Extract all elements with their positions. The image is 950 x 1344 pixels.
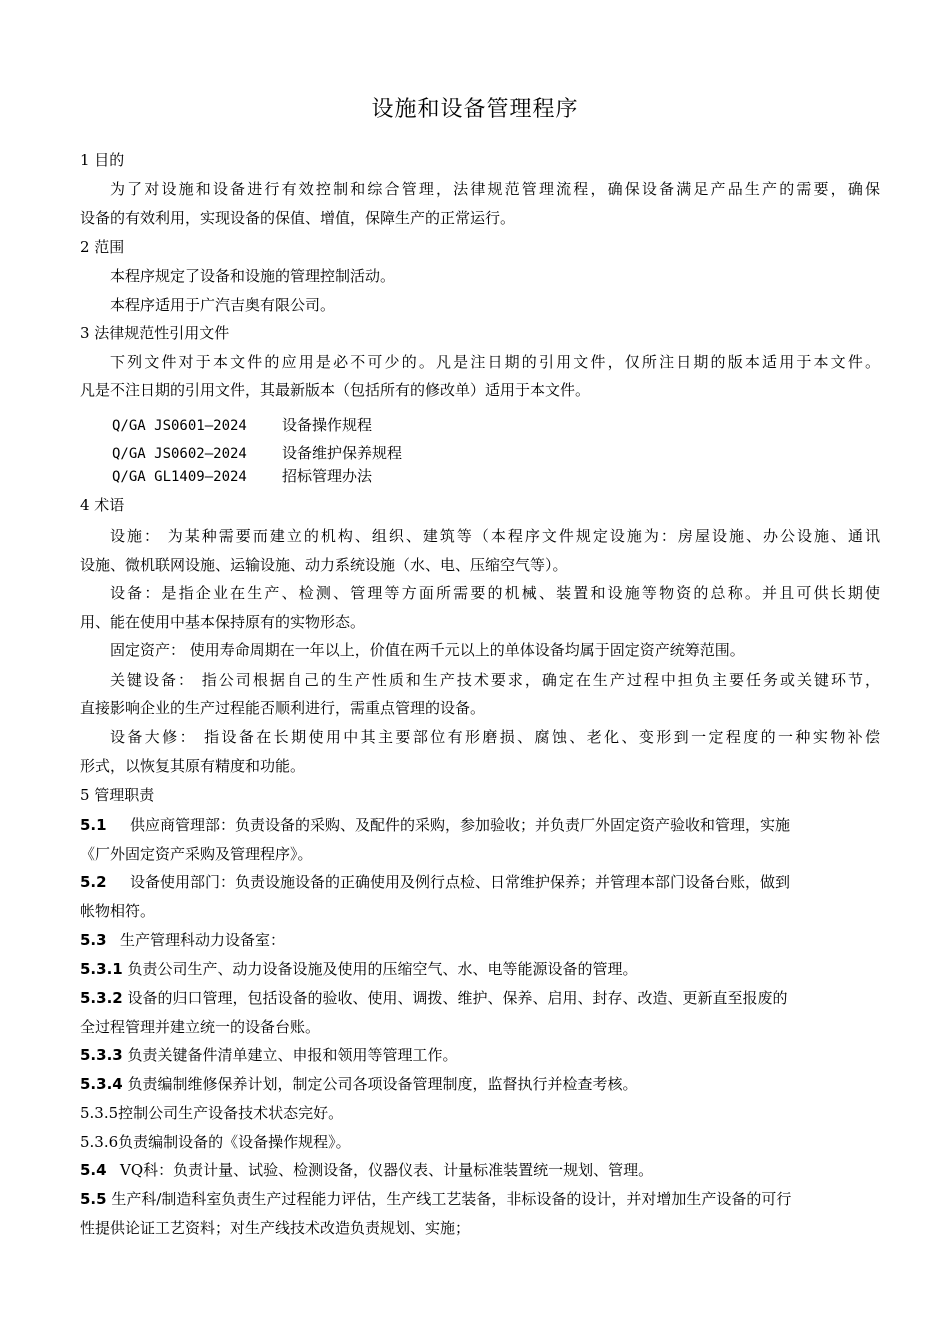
reference-code: Q/GA JS0601—2024 — [112, 418, 247, 434]
section-1-heading: 1 目的 — [80, 151, 125, 169]
item-5-4 — [80, 1160, 880, 1180]
section-1-paragraph-line-2: 设备的有效利用，实现设备的保值、增值，保障生产的正常运行。 — [80, 209, 516, 227]
section-5-heading: 5 管理职责 — [80, 786, 155, 804]
item-number: 5.4 — [80, 1161, 107, 1179]
term-facility-line-2: 设施、微机联网设施、运输设施、动力系统设施（水、电、压缩空气等）。 — [80, 556, 568, 574]
item-text: 生产科/制造科室负责生产过程能力评估，生产线工艺装备，非标设备的设计，并对增加生产设备的可行 — [111, 1190, 792, 1208]
item-number: 5.2 — [80, 873, 107, 891]
section-2-paragraph-2: 本程序适用于广汽吉奥有限公司。 — [110, 296, 336, 314]
section-3-heading: 3 法律规范性引用文件 — [80, 324, 230, 342]
item-number: 5.3.1 — [80, 960, 123, 978]
item-5-1-line-2: 《厂外固定资产采购及管理程序》。 — [80, 845, 313, 863]
term-facility-line-1: 设施： 为某种需要而建立的机构、组织、建筑等（本程序文件规定设施为：房屋设施、办公设施、通讯 — [110, 527, 880, 545]
item-text: 生产管理科动力设备室： — [120, 931, 286, 949]
reference-name: 设备操作规程 — [282, 416, 373, 434]
item-5-2-line-2: 帐物相符。 — [80, 902, 156, 920]
item-text: 负责编制维修保养计划，制定公司各项设备管理制度，监督执行并检查考核。 — [127, 1075, 638, 1093]
reference-item — [112, 443, 912, 463]
item-5-1-line-1 — [80, 815, 880, 835]
reference-name: 招标管理办法 — [282, 467, 373, 485]
reference-name: 设备维护保养规程 — [282, 444, 403, 462]
item-5-3-2-line-2: 全过程管理并建立统一的设备台账。 — [80, 1018, 321, 1036]
term-overhaul-line-2: 形式，以恢复其原有精度和功能。 — [80, 757, 306, 775]
item-number: 5.1 — [80, 816, 107, 834]
section-4-heading: 4 术语 — [80, 496, 125, 514]
reference-item — [112, 466, 912, 486]
item-5-3 — [80, 930, 880, 950]
item-text: 负责关键备件清单建立、申报和领用等管理工作。 — [127, 1046, 458, 1064]
term-equipment-line-2: 用、能在使用中基本保持原有的实物形态。 — [80, 613, 366, 631]
item-number: 5.3.3 — [80, 1046, 123, 1064]
term-key-equipment-line-1: 关键设备： 指公司根据自己的生产性质和生产技术要求，确定在生产过程中担负主要任务或关键环节， — [110, 671, 880, 689]
item-text: 设备使用部门：负责设施设备的正确使用及例行点检、日常维护保养；并管理本部门设备台账，做到 — [130, 873, 791, 891]
item-5-3-1 — [80, 959, 880, 979]
item-5-5-line-1 — [80, 1189, 880, 1209]
term-overhaul-line-1: 设备大修： 指设备在长期使用中其主要部位有形磨损、腐蚀、老化、变形到一定程度的一种实物补偿 — [110, 728, 880, 746]
term-fixed-assets: 固定资产： 使用寿命周期在一年以上，价值在两千元以上的单体设备均属于固定资产统筹范围。 — [110, 641, 745, 659]
item-text: 负责公司生产、动力设备设施及使用的压缩空气、水、电等能源设备的管理。 — [127, 960, 638, 978]
item-5-3-4 — [80, 1074, 880, 1094]
section-3-paragraph-line-2: 凡是不注日期的引用文件，其最新版本（包括所有的修改单）适用于本文件。 — [80, 381, 591, 399]
item-text: 供应商管理部：负责设备的采购、及配件的采购，参加验收；并负责厂外固定资产验收和管理，实施 — [130, 816, 791, 834]
item-5-3-6: 5.3.6负责编制设备的《设备操作规程》。 — [80, 1133, 351, 1151]
item-5-3-3 — [80, 1045, 880, 1065]
term-key-equipment-line-2: 直接影响企业的生产过程能否顺利进行，需重点管理的设备。 — [80, 699, 486, 717]
section-2-heading: 2 范围 — [80, 238, 125, 256]
item-text: 设备的归口管理，包括设备的验收、使用、调拨、维护、保养、启用、封存、改造、更新直至报废的 — [127, 989, 788, 1007]
term-equipment-line-1: 设备：是指企业在生产、检测、管理等方面所需要的机械、装置和设施等物资的总称。并且可供长期使 — [110, 584, 880, 602]
item-5-5-line-2: 性提供论证工艺资料；对生产线技术改造负责规划、实施； — [80, 1219, 471, 1237]
item-number: 5.5 — [80, 1190, 107, 1208]
item-number: 5.3.2 — [80, 989, 123, 1007]
reference-item — [112, 415, 912, 435]
item-5-3-5: 5.3.5控制公司生产设备技术状态完好。 — [80, 1104, 344, 1122]
reference-code: Q/GA GL1409—2024 — [112, 469, 247, 485]
item-5-3-2-line-1 — [80, 988, 880, 1008]
item-number: 5.3.4 — [80, 1075, 123, 1093]
document-title: 设施和设备管理程序 — [371, 97, 579, 122]
reference-code: Q/GA JS0602—2024 — [112, 446, 247, 462]
item-number: 5.3 — [80, 931, 107, 949]
item-5-2-line-1 — [80, 872, 880, 892]
section-2-paragraph-1: 本程序规定了设备和设施的管理控制活动。 — [110, 267, 396, 285]
section-3-paragraph-line-1: 下列文件对于本文件的应用是必不可少的。凡是注日期的引用文件，仅所注日期的版本适用于本文件。 — [110, 353, 880, 371]
item-text: VQ科：负责计量、试验、检测设备，仪器仪表、计量标准装置统一规划、管理。 — [120, 1161, 654, 1179]
section-1-paragraph-line-1: 为了对设施和设备进行有效控制和综合管理，法律规范管理流程，确保设备满足产品生产的需要，确保 — [110, 180, 880, 198]
